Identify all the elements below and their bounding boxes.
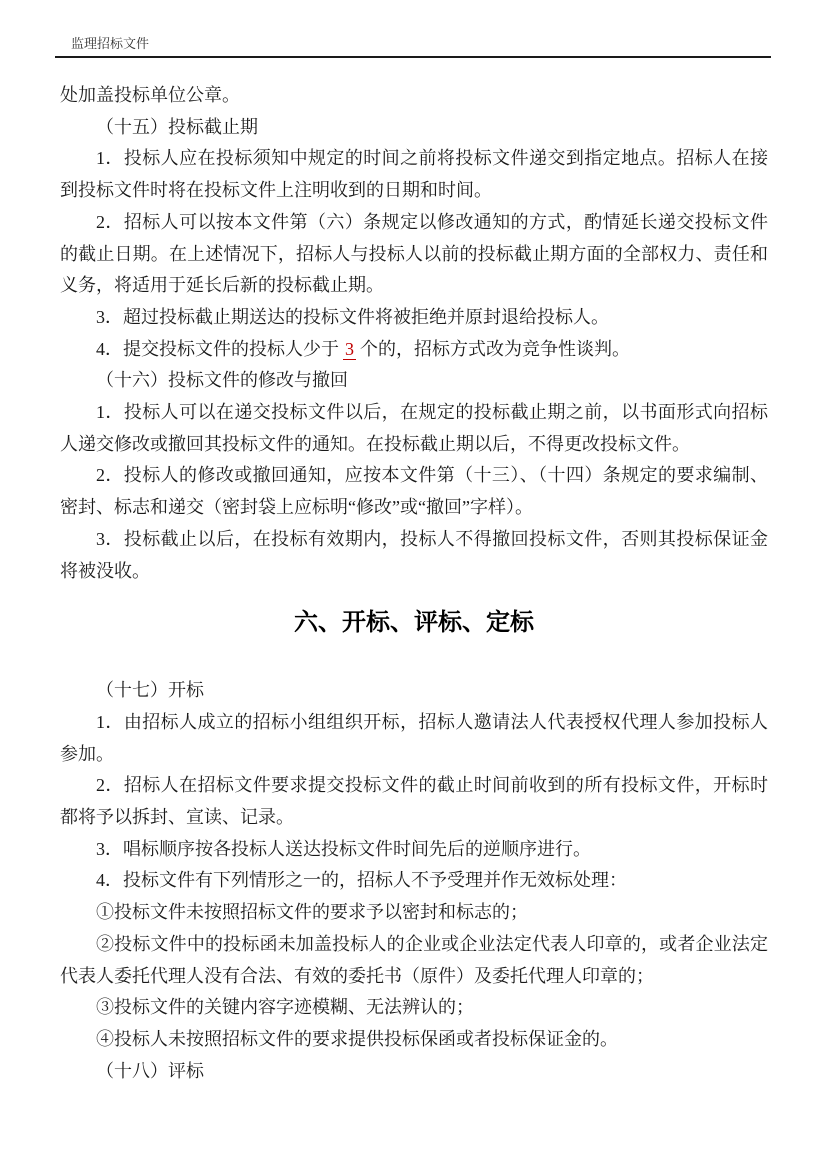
section-6-heading: 六、开标、评标、定标 <box>294 609 534 637</box>
clause-15-heading: （十五）投标截止期 <box>96 116 258 137</box>
paragraph-text: 个的，招标方式改为竞争性谈判。 <box>360 338 630 359</box>
invalid-bid-case-1: ①投标文件未按照招标文件的要求予以密封和标志的； <box>96 902 528 923</box>
page-header <box>55 36 771 58</box>
clause-18-heading: （十八）评标 <box>96 1060 204 1081</box>
clause-17-item-3: 3．唱标顺序按各投标人送达投标文件时间先后的逆顺序进行。 <box>96 838 591 859</box>
clause-16-item-2: 2．投标人的修改或撤回通知，应按本文件第（十三）、（十四）条规定的要求编制、密封、标志和递交（密封袋上应标明“修改”或“撤回”字样）。 <box>60 465 768 518</box>
clause-17-heading: （十七）开标 <box>96 680 204 701</box>
clause-17-item-2: 2．招标人在招标文件要求提交投标文件的截止时间前收到的所有投标文件，开标时都将予以拆封、宣读、记录。 <box>60 775 768 828</box>
page-header-title: 监理招标文件 <box>71 36 150 51</box>
clause-16-item-3: 3．投标截止以后，在投标有效期内，投标人不得撤回投标文件，否则其投标保证金将被没收。 <box>60 528 768 581</box>
clause-16-heading: （十六）投标文件的修改与撤回 <box>96 370 348 391</box>
clause-15-item-3: 3．超过投标截止期送达的投标文件将被拒绝并原封退给投标人。 <box>96 306 609 327</box>
highlighted-number: 3 <box>345 338 354 359</box>
paragraph-text: 4．提交投标文件的投标人少于 <box>96 338 339 359</box>
document-body <box>60 80 768 1087</box>
invalid-bid-case-4: ④投标人未按照招标文件的要求提供投标保函或者投标保证金的。 <box>96 1028 618 1049</box>
invalid-bid-case-2: ②投标文件中的投标函未加盖投标人的企业或企业法定代表人印章的，或者企业法定代表人委托代理人没有合法、有效的委托书（原件）及委托代理人印章的； <box>60 933 768 986</box>
invalid-bid-case-3: ③投标文件的关键内容字迹模糊、无法辨认的； <box>96 997 474 1018</box>
clause-17-item-4: 4．投标文件有下列情形之一的，招标人不予受理并作无效标处理： <box>96 870 627 891</box>
clause-17-item-1: 1．由招标人成立的招标小组组织开标，招标人邀请法人代表授权代理人参加投标人参加。 <box>60 711 768 764</box>
para-seal-continuation: 处加盖投标单位公章。 <box>60 85 240 105</box>
clause-16-item-1: 1．投标人可以在递交投标文件以后，在规定的投标截止期之前，以书面形式向招标人递交修改或撤回其投标文件的通知。在投标截止期以后，不得更改投标文件。 <box>60 402 768 454</box>
clause-15-item-2: 2．招标人可以按本文件第（六）条规定以修改通知的方式，酌情延长递交投标文件的截止日期。在上述情况下，招标人与投标人以前的投标截止期方面的全部权力、责任和义务，将适用于延长后新的投标截止期。 <box>60 211 768 296</box>
clause-15-item-1: 1．投标人应在投标须知中规定的时间之前将投标文件递交到指定地点。招标人在接到投标文件时将在投标文件上注明收到的日期和时间。 <box>60 148 768 201</box>
clause-15-item-4 <box>60 334 768 366</box>
